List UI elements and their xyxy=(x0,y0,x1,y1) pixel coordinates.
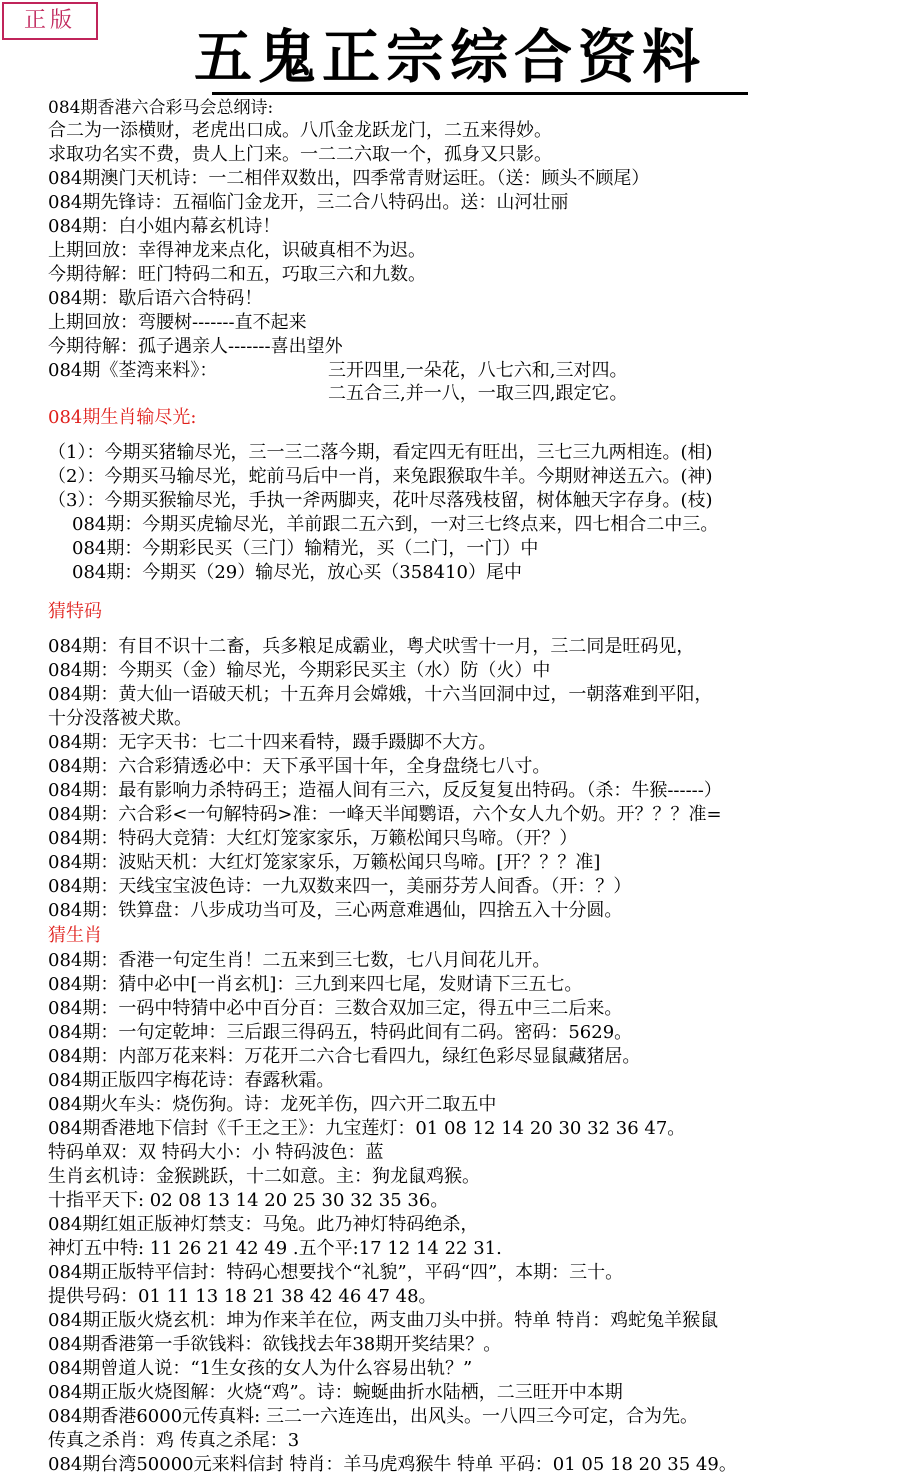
text-line: 上期回放：幸得神龙来点化，识破真相不为迟。 xyxy=(48,240,426,262)
text-line: 今期待解：孤子遇亲人-------喜出望外 xyxy=(48,336,343,358)
text-line: 084期：今期彩民买（三门）输精光，买（二门，一门）中 xyxy=(72,538,539,560)
text-line: 神灯五中特: 11 26 21 42 49 .五个平:17 12 14 22 31. xyxy=(48,1238,502,1260)
text-line: 084期：波贴天机：大红灯笼家家乐，万籁松闻只鸟啼。[开？？？准] xyxy=(48,852,601,874)
text-line: 084期：歇后语六合特码！ xyxy=(48,288,263,310)
title-underline xyxy=(212,92,748,95)
text-line: （2）：今期买马输尽光，蛇前马后中一肖，来兔跟猴取牛羊。今期财神送五六。(神) xyxy=(48,466,713,488)
text-line: 084期香港地下信封《千王之王》：九宝莲灯：01 08 12 14 20 30 32 36 47。 xyxy=(48,1118,686,1140)
text-line: 084期：特码大竞猜：大红灯笼家家乐，万籁松闻只鸟啼。（开？） xyxy=(48,828,578,850)
text-line: 今期待解：旺门特码二和五，巧取三六和九数。 xyxy=(48,264,426,286)
text-line: （3）：今期买猴输尽光，手执一斧两脚夹，花叶尽落残枝留，树体触天字存身。(枝) xyxy=(48,490,713,512)
text-line: 084期：今期买虎输尽光，羊前跟二五六到，一对三七终点来，四七相合二中三。 xyxy=(72,514,719,536)
text-line: 084期红姐正版神灯禁支：马兔。此乃神灯特码绝杀， xyxy=(48,1214,479,1236)
document-body xyxy=(48,98,898,1477)
text-line: 084期澳门天机诗：一二相伴双数出，四季常青财运旺。（送：顾头不顾尾） xyxy=(48,168,650,190)
text-line: 084期香港6000元传真料: 三二一六连连出，出风头。一八四三今可定，合为先。 xyxy=(48,1406,698,1428)
text-line: 084期：一句定乾坤：三后跟三得码五，特码此间有二码。密码：5629。 xyxy=(48,1022,633,1044)
text-line: 十指平天下: 02 08 13 14 20 25 30 32 35 36。 xyxy=(48,1190,449,1212)
text-line: 084期：内部万花来料：万花开二六合七看四九，绿红色彩尽显鼠藏猪居。 xyxy=(48,1046,641,1068)
text-line: 084期曾道人说：“1生女孩的女人为什么容易出轨？” xyxy=(48,1358,473,1380)
text-line: （1）：今期买猪输尽光，三一三二落今期，看定四无有旺出，三七三九两相连。(相) xyxy=(48,442,713,464)
text-line: 上期回放：弯腰树-------直不起来 xyxy=(48,312,307,334)
genuine-badge: 正版 xyxy=(2,2,98,40)
page-title: 五鬼正宗综合资料 xyxy=(193,23,706,91)
text-line: 084期：一码中特猜中必中百分百：三数合双加三定，得五中三二后来。 xyxy=(48,998,623,1020)
text-line: 084期：香港一句定生肖！二五来到三七数，七八月间花儿开。 xyxy=(48,950,551,972)
text-line: 084期：六合彩<一句解特码>准：一峰天半闻鹦语，六个女人九个奶。开？？？准= xyxy=(48,804,722,826)
text-line: 084期：今期买（金）输尽光，今期彩民买主（水）防（火）中 xyxy=(48,660,551,682)
text-line: 084期：白小姐内幕玄机诗！ xyxy=(48,216,281,238)
text-line: 084期：猜中必中[一肖玄机]：三九到来四七尾，发财请下三五七。 xyxy=(48,974,583,996)
text-line: 084期台湾50000元来料信封 特肖：羊马虎鸡猴牛 特单 平码：01 05 18 20 35 49。 xyxy=(48,1454,737,1476)
text-line: 084期《荃湾来料》： xyxy=(48,360,218,382)
text-line: 求取功名实不费，贵人上门来。一二二六取一个，孤身又只影。 xyxy=(48,144,552,166)
text-line: 生肖玄机诗：金猴跳跃，十二如意。主：狗龙鼠鸡猴。 xyxy=(48,1166,480,1188)
text-line: 084期正版火烧图解：火烧“鸡”。诗：蜿蜒曲折水陆栖，二三旺开中本期 xyxy=(48,1382,623,1404)
text-line: 084期正版特平信封：特码心想要找个“礼貌”，平码“四”，本期：三十。 xyxy=(48,1262,624,1284)
text-line: 三开四里,一朵花，八七六和,三对四。 xyxy=(328,360,628,382)
text-line: 084期：无字天书：七二十四来看特，蹑手蹑脚不大方。 xyxy=(48,732,497,754)
text-line: 传真之杀肖：鸡 传真之杀尾：3 xyxy=(48,1430,300,1452)
text-line: 特码单双：双 特码大小：小 特码波色：蓝 xyxy=(48,1142,384,1164)
text-line: 合二为一添横财，老虎出口成。八爪金龙跃龙门，二五来得妙。 xyxy=(48,120,552,142)
text-line: 二五合三,并一八，一取三四,跟定它。 xyxy=(328,383,628,405)
text-line: 084期：六合彩猜透必中：天下承平国十年，全身盘绕七八寸。 xyxy=(48,756,551,778)
text-line: 084期：天线宝宝波色诗：一九双数来四一，美丽芬芳人间香。（开：？） xyxy=(48,876,632,898)
text-line: 084期正版四字梅花诗：春露秋霜。 xyxy=(48,1070,335,1092)
text-line: 084期：最有影响力杀特码王；造福人间有三六，反反复复出特码。（杀：牛猴------） xyxy=(48,780,722,802)
text-line: 084期：黄大仙一语破天机；十五奔月会嫦娥，十六当回洞中过，一朝落难到平阳， xyxy=(48,684,713,706)
text-line: 084期：今期买（29）输尽光，放心买（358410）尾中 xyxy=(72,562,522,584)
text-line: 提供号码：01 11 13 18 21 38 42 46 47 48。 xyxy=(48,1286,437,1308)
text-line: 084期香港六合彩马会总纲诗: xyxy=(48,98,274,118)
section-heading-guess-zodiac: 猜生肖 xyxy=(48,925,102,947)
section-heading-lose: 084期生肖输尽光: xyxy=(48,407,197,429)
text-line: 084期：铁算盘：八步成功当可及，三心两意难遇仙，四捨五入十分圆。 xyxy=(48,900,623,922)
text-line: 084期正版火烧玄机：坤为作来羊在位，两支曲刀头中拼。特单 特肖：鸡蛇兔羊猴鼠 xyxy=(48,1310,719,1332)
text-line: 084期：有目不识十二畜，兵多粮足成霸业，粤犬吠雪十一月，三二同是旺码见， xyxy=(48,636,695,658)
text-line: 084期香港第一手欲钱料：欲钱找去年38期开奖结果？。 xyxy=(48,1334,502,1356)
text-line: 084期火车头：烧伤狗。诗：龙死羊伤，四六开二取五中 xyxy=(48,1094,497,1116)
text-line: 十分没落被犬欺。 xyxy=(48,708,192,730)
text-line: 084期先锋诗：五福临门金龙开，三二合八特码出。送：山河壮丽 xyxy=(48,192,569,214)
section-heading-guess-code: 猜特码 xyxy=(48,601,102,623)
